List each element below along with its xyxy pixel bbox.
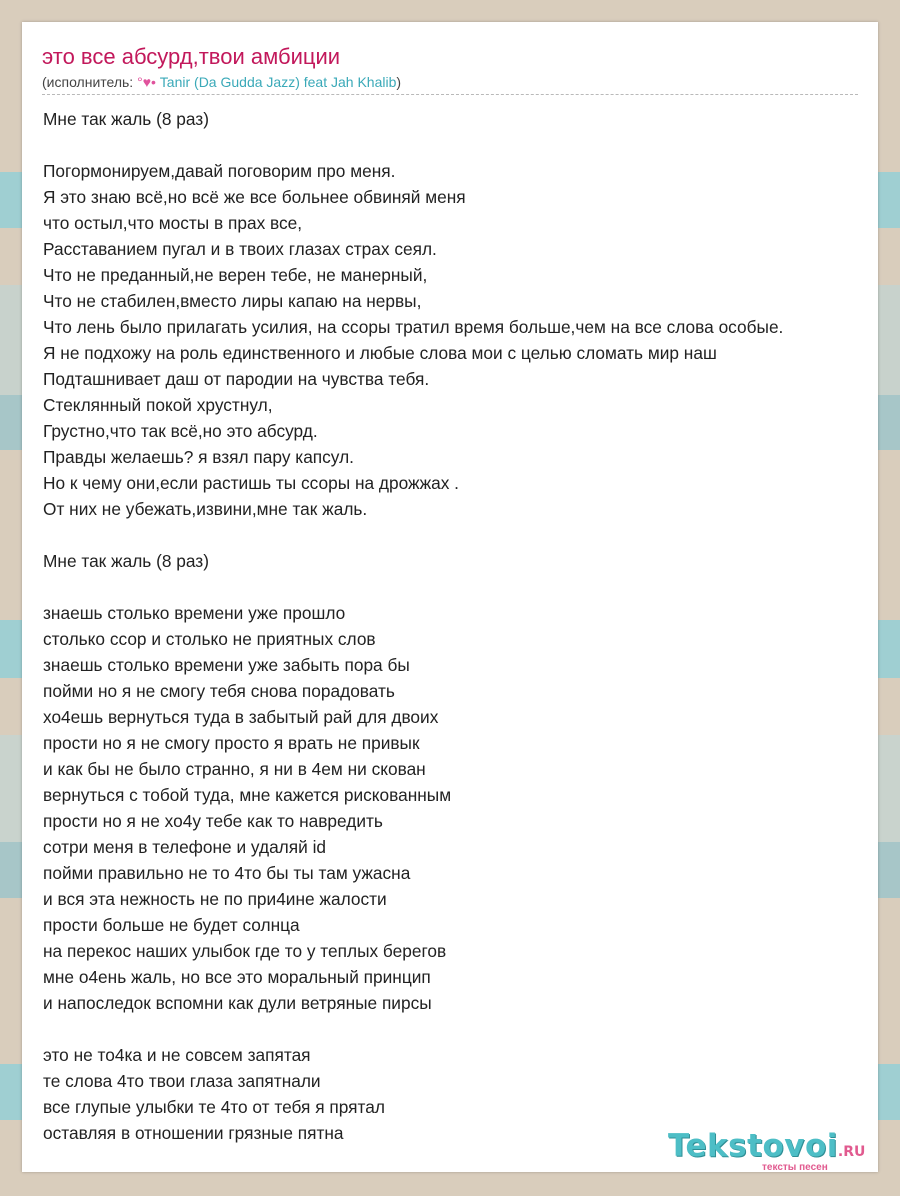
stanza-gap [43, 132, 783, 158]
lyric-line: Что не стабилен,вместо лиры капаю на нервы, [43, 291, 422, 311]
lyric-line: Погормонируем,давай поговорим про меня. [43, 161, 396, 181]
lyric-line: на перекос наших улыбок где то у теплых берегов [43, 941, 447, 961]
lyric-line: и как бы не было странно, я ни в 4ем ни скован [43, 759, 426, 779]
logo-tld: .RU [837, 1144, 866, 1160]
lyric-line: сотри меня в телефоне и удаляй id [43, 837, 327, 857]
lyric-line: Я это знаю всё,но всё же все больнее обвиняй меня [43, 187, 466, 207]
lyrics-page [22, 22, 878, 1172]
lyric-line: мне о4ень жаль, но все это моральный принцип [43, 967, 431, 987]
lyric-line: Стеклянный покой хрустнул, [43, 395, 273, 415]
song-title: это все абсурд,твои амбиции [42, 44, 341, 69]
lyric-line: те слова 4то твои глаза запятнали [43, 1071, 321, 1091]
lyric-line: пойми правильно не то 4то бы ты там ужасна [43, 863, 411, 883]
lyric-line: Что лень было прилагать усилия, на ссоры тратил время больше,чем на все слова особые. [43, 317, 784, 337]
stanza-gap [43, 522, 783, 548]
artist-link[interactable]: Tanir (Da Gudda Jazz) feat Jah Khalib [155, 74, 397, 90]
lyric-line: хо4ешь вернуться туда в забытый рай для двоих [43, 707, 439, 727]
lyric-line: пойми но я не смогу тебя снова порадовать [43, 681, 395, 701]
lyric-line: Мне так жаль (8 раз) [43, 109, 209, 129]
lyric-line: вернуться с тобой туда, мне кажется рискованным [43, 785, 452, 805]
lyric-line: Правды желаешь? я взял пару капсул. [43, 447, 354, 467]
heart-icon: °♥• [137, 74, 156, 90]
lyric-line: и напоследок вспомни как дули ветряные пирсы [43, 993, 432, 1013]
divider [42, 94, 858, 95]
lyric-line: Что не преданный,не верен тебе, не манерный, [43, 265, 428, 285]
lyric-line: прости больше не будет солнца [43, 915, 300, 935]
lyric-line: прости но я не смогу просто я врать не привык [43, 733, 420, 753]
logo-tagline: тексты песен [762, 1162, 828, 1173]
lyric-line: столько ссор и столько не приятных слов [43, 629, 376, 649]
lyric-line: что остыл,что мосты в прах все, [43, 213, 303, 233]
stanza-gap [43, 574, 783, 600]
lyric-line: Грустно,что так всё,но это абсурд. [43, 421, 318, 441]
lyric-line: Расставанием пугал и в твоих глазах страх сеял. [43, 239, 437, 259]
lyric-line: оставляя в отношении грязные пятна [43, 1123, 344, 1143]
lyric-line: это не то4ка и не совсем запятая [43, 1045, 311, 1065]
artist-prefix: (исполнитель: [42, 74, 138, 90]
logo-text: Tekstovoi [668, 1128, 838, 1164]
lyric-line: все глупые улыбки те 4то от тебя я прятал [43, 1097, 385, 1117]
artist-suffix: ) [396, 74, 402, 90]
lyric-line: и вся эта нежность не по при4ине жалости [43, 889, 387, 909]
site-logo[interactable] [668, 1128, 878, 1178]
lyric-line: знаешь столько времени уже забыть пора бы [43, 655, 410, 675]
lyric-line: знаешь столько времени уже прошло [43, 603, 346, 623]
artist-line [42, 73, 401, 91]
stanza-gap [43, 1016, 783, 1042]
lyric-line: прости но я не хо4у тебе как то навредить [43, 811, 383, 831]
lyrics-text [43, 106, 783, 1146]
lyric-line: Мне так жаль (8 раз) [43, 551, 209, 571]
lyric-line: Но к чему они,если растишь ты ссоры на дрожжах . [43, 473, 459, 493]
lyric-line: Подташнивает даш от пародии на чувства тебя. [43, 369, 430, 389]
lyric-line: Я не подхожу на роль единственного и любые слова мои с целью сломать мир наш [43, 343, 717, 363]
lyric-line: От них не убежать,извини,мне так жаль. [43, 499, 368, 519]
